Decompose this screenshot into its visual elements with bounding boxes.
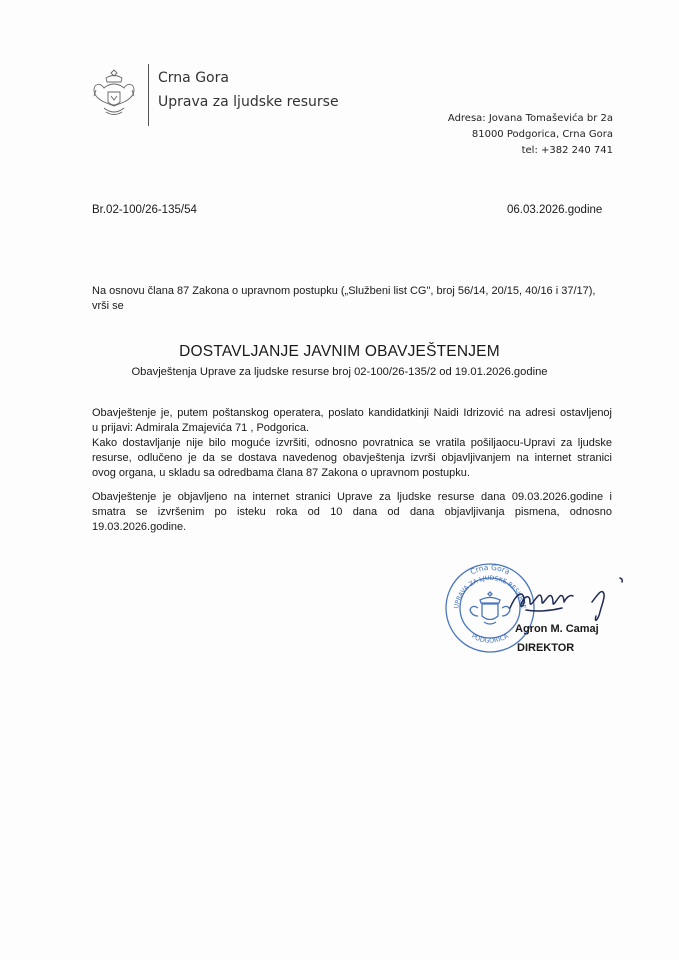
intro-line: vrši se — [92, 300, 124, 312]
body-line: smatra se izvršenim po isteku roka od 10 dana od dana objavljivanja pismena, odnosno — [92, 506, 612, 518]
body-line: Kako dostavljanje nije bilo moguće izvršiti, odnosno povratnica se vratila pošiljaocu-Upravi za ljudske — [92, 437, 612, 449]
address-street: Adresa: Jovana Tomaševića br 2a — [447, 113, 613, 124]
document-subtitle: Obavještenja Uprave za ljudske resurse broj 02-100/26-135/2 od 19.01.2026.godine — [131, 366, 548, 378]
signatory-name: Agron M. Camaj — [515, 623, 599, 635]
montenegro-coat-of-arms-icon — [92, 68, 136, 120]
body-line: 19.03.2026.godine. — [92, 521, 187, 533]
header-divider — [148, 64, 149, 126]
handwritten-signature — [496, 574, 636, 630]
intro-paragraph — [92, 284, 612, 314]
body-line: Obavještenje je, putem poštanskog operatera, poslato kandidatkinji Naidi Idrizović na adresi ostavljenoj — [92, 407, 612, 419]
stamp-text-inner: UPRAVA ZA LJUDSKE RESURSE — [453, 574, 527, 610]
organization-name: Uprava za ljudske resurse — [158, 94, 339, 110]
intro-line: Na osnovu člana 87 Zakona o upravnom postupku („Službeni list CG", broj 56/14, 20/15, 40/16 i 37/17), — [92, 285, 596, 297]
signatory-title: DIREKTOR — [517, 642, 575, 654]
body-paragraph-3 — [92, 490, 612, 535]
body-line: Obavještenje je objavljeno na internet stranici Uprave za ljudske resurse dana 09.03.2026.godine i — [92, 491, 612, 503]
stamp-text-bottom: PODGORICA — [470, 631, 510, 645]
body-line: resurse, odlučeno je da se dostava navedenog obavještenja izvrši objavljivanjem na internet stranici — [92, 452, 612, 464]
country-name: Crna Gora — [158, 70, 229, 86]
body-line: u prijavi: Admirala Zmajevića 71 , Podgorica. — [92, 422, 310, 434]
reference-number: Br.02-100/26-135/54 — [92, 204, 197, 216]
document-date: 06.03.2026.godine — [507, 204, 603, 216]
body-line: ovog organa, u skladu sa odredbama člana 87 Zakona o upravnom postupku. — [92, 467, 470, 479]
address-city: 81000 Podgorica, Crna Gora — [471, 129, 613, 140]
stamp-text-outer: Crna Gora — [468, 562, 512, 577]
document-title: DOSTAVLJANJE JAVNIM OBAVJEŠTENJEM — [179, 343, 500, 360]
body-paragraph-1 — [92, 406, 612, 436]
body-paragraph-2 — [92, 436, 612, 481]
address-phone: tel: +382 240 741 — [521, 145, 613, 156]
